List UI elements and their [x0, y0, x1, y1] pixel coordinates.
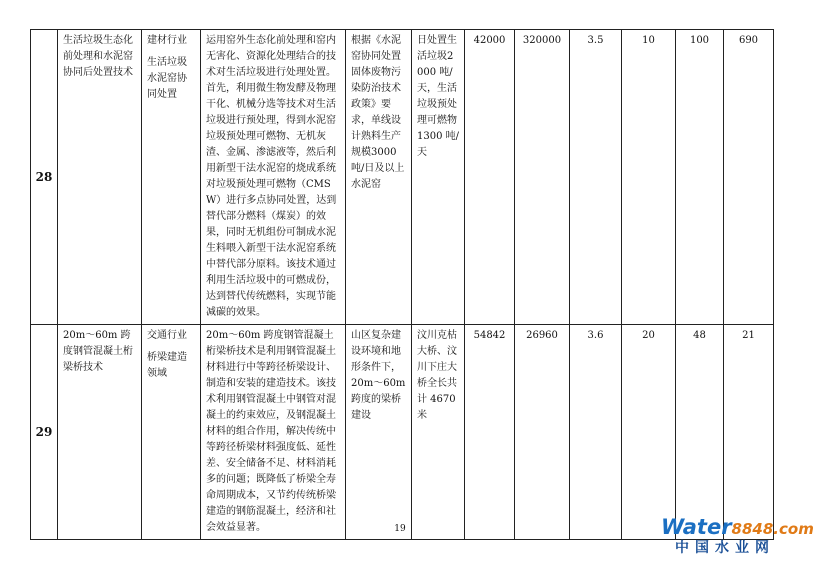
value-cell: 54842	[465, 325, 515, 540]
row-index: 29	[31, 325, 58, 540]
value-cell: 3.5	[570, 30, 622, 325]
typical-case: 日处置生活垃圾2000 吨/天，生活垃圾预处理可燃物 1300 吨/天	[412, 30, 465, 325]
site-watermark	[661, 515, 814, 563]
value-cell: 100	[676, 30, 724, 325]
sector-label: 桥梁建造领域	[147, 352, 187, 379]
sector-label: 生活垃圾水泥窑协同处置	[147, 57, 187, 100]
watermark-tld: .com	[773, 520, 814, 538]
value-cell: 48	[676, 325, 724, 540]
technology-name: 20m～60m 跨度钢管混凝土桁梁桥技术	[58, 325, 142, 540]
industry-cell	[142, 30, 201, 325]
industry-cell	[142, 325, 201, 540]
watermark-number: 8848	[731, 520, 774, 538]
technology-name: 生活垃圾生态化前处理和水泥窑协同后处置技术	[58, 30, 142, 325]
technology-description: 运用窑外生态化前处理和窑内无害化、资源化处理结合的技术对生活垃圾进行处理处置。首先，利用微生物发酵及物理干化、机械分选等技术对生活垃圾进行预处理，得到水泥窑垃圾预处理可燃物、无机灰渣、金属、渗滤液等，然后利用新型干法水泥窑的烧成系统对垃圾预处理可燃物（CMSW）进行多点协同处置，达到替代部分燃料（煤炭）的效果，同时无机组份可制成水泥生料喂入新型干法水泥窑系统中替代部分原料。该技术通过利用生活垃圾中的可燃成份，达到替代传统燃料，实现节能减碳的效果。	[201, 30, 346, 325]
value-cell: 320000	[515, 30, 570, 325]
watermark-word: Water	[661, 515, 732, 539]
table-row	[31, 30, 774, 325]
applicable-condition: 山区复杂建设环境和地形条件下，20m～60m 跨度的梁桥建设	[346, 325, 412, 540]
value-cell: 21	[724, 325, 774, 540]
value-cell: 10	[622, 30, 676, 325]
technology-description: 20m～60m 跨度钢管混凝土桁梁桥技术是利用钢管混凝土材料进行中等跨径桥梁设计、制造和安装的建造技术。该技术利用钢管混凝土中钢管对混凝土的约束效应，及钢混凝土材料的组合作用，解决传统中等跨径桥梁材料强度低、延性差、安全储备不足、材料消耗多的问题；既降低了桥梁全寿命周期成本，又节约传统桥梁建造的钢筋混凝土，经济和社会效益显著。	[201, 325, 346, 540]
value-cell: 690	[724, 30, 774, 325]
industry-label: 建材行业	[147, 35, 187, 46]
technology-table	[30, 29, 774, 540]
value-cell: 3.6	[570, 325, 622, 540]
applicable-condition: 根据《水泥窑协同处置固体废物污染防治技术政策》要求，单线设计熟料生产规模3000 吨/日及以上水泥窑	[346, 30, 412, 325]
value-cell: 26960	[515, 325, 570, 540]
typical-case: 汶川克枯大桥、汶川下庄大桥全长共计 4670 米	[412, 325, 465, 540]
watermark-logo	[661, 515, 814, 539]
row-index: 28	[31, 30, 58, 325]
value-cell: 20	[622, 325, 676, 540]
page-number: 19	[394, 524, 406, 534]
table-row	[31, 325, 774, 540]
watermark-cn-name: 中国水业网	[675, 540, 775, 556]
value-cell: 42000	[465, 30, 515, 325]
industry-label: 交通行业	[147, 330, 187, 341]
